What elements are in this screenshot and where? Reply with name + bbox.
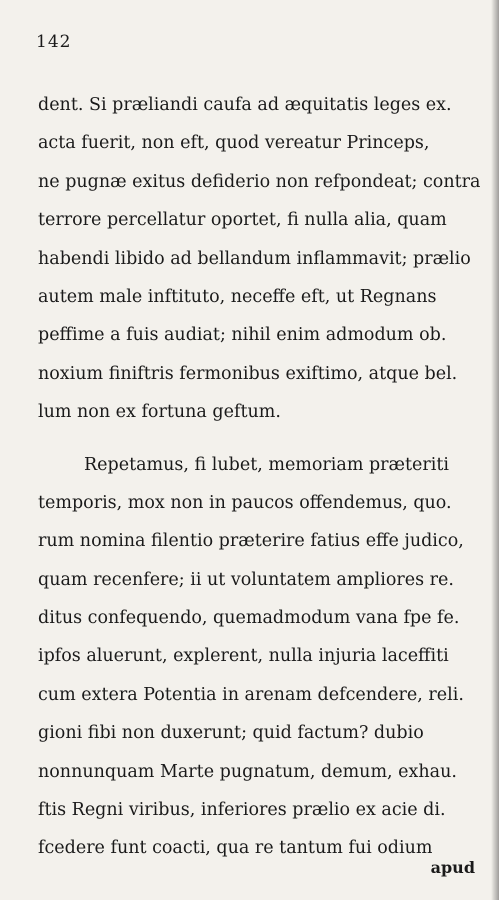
text-line: cum extera Potentia in arenam defcendere, reli.: [38, 684, 464, 705]
text-line: autem male inftituto, neceffe eft, ut Regnans: [38, 286, 437, 307]
body-text: [38, 86, 483, 868]
text-line: terrore percellatur oportet, fi nulla alia, quam: [38, 210, 447, 231]
text-line: ftis Regni viribus, inferiores prælio ex acie di.: [38, 800, 446, 821]
text-line: ipfos aluerunt, explerent, nulla injuria laceffiti: [38, 646, 449, 667]
text-line: habendi libido ad bellandum inflammavit; prælio: [38, 248, 471, 269]
text-line: gioni fibi non duxerunt; quid factum? dubio: [38, 723, 424, 744]
paragraph-start-line: Repetamus, fi lubet, memoriam præteriti: [84, 454, 449, 475]
page-edge-shadow: [491, 0, 499, 900]
text-line: temporis, mox non in paucos offendemus, quo.: [38, 492, 452, 513]
text-line: nonnunquam Marte pugnatum, demum, exhau.: [38, 761, 457, 782]
text-line: ditus confequendo, quemadmodum vana fpe fe.: [38, 608, 460, 629]
text-line: noxium finiftris fermonibus exiftimo, atque bel.: [38, 363, 458, 384]
catchword: apud: [430, 858, 475, 877]
text-line: peffime a fuis audiat; nihil enim admodum ob.: [38, 325, 447, 346]
text-line: dent. Si præliandi caufa ad æquitatis leges ex.: [38, 95, 452, 115]
page-number: 142: [36, 32, 72, 52]
text-line: fcedere funt coacti, qua re tantum fui odium: [38, 838, 433, 859]
text-line: rum nomina filentio præterire fatius effe judico,: [38, 531, 464, 552]
text-line: quam recenfere; ii ut voluntatem ampliores re.: [38, 569, 454, 590]
text-line: ne pugnæ exitus defiderio non refpondeat; contra: [38, 171, 481, 192]
text-line: acta fuerit, non eft, quod vereatur Princeps,: [38, 133, 430, 154]
text-line: lum non ex fortuna geftum.: [38, 402, 281, 423]
